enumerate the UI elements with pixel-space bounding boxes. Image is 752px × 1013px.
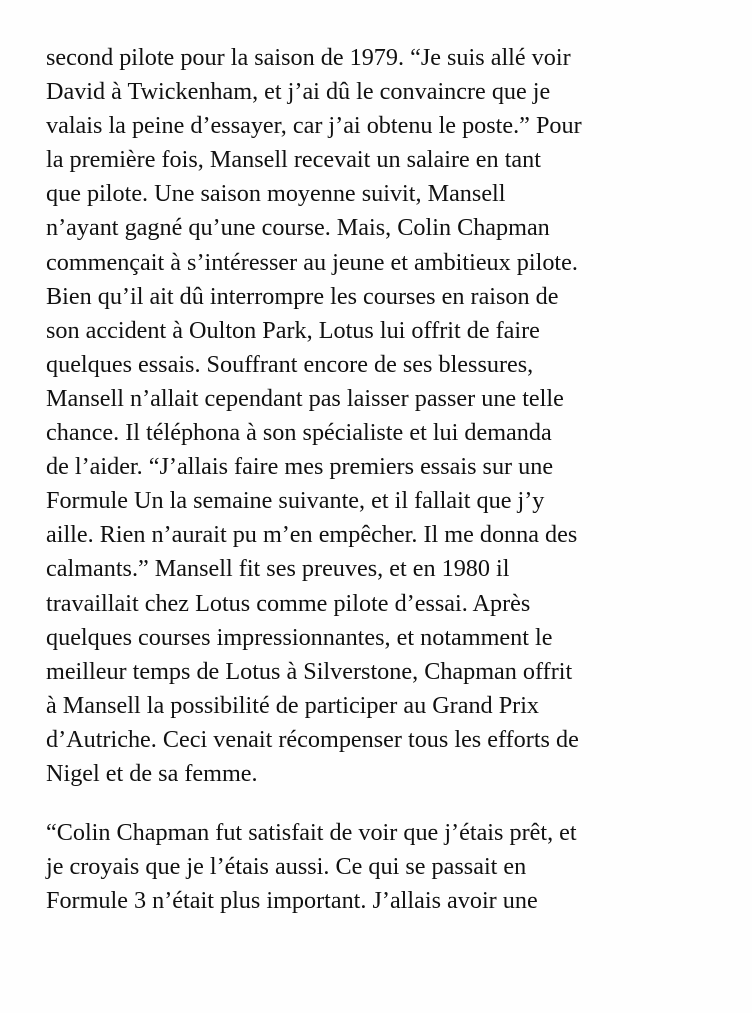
- paragraph-2: [46, 816, 726, 918]
- text-line: la première fois, Mansell recevait un salaire en tant: [46, 146, 541, 174]
- text-line: David à Twickenham, et j’ai dû le convaincre que je: [46, 78, 551, 106]
- paragraph-1: [46, 41, 726, 791]
- text-line: meilleur temps de Lotus à Silverstone, Chapman offrit: [46, 657, 573, 685]
- text-line: chance. Il téléphona à son spécialiste et lui demanda: [46, 419, 552, 447]
- text-line: calmants.” Mansell fit ses preuves, et en 1980 il: [46, 555, 510, 583]
- text-line: Nigel et de sa femme.: [46, 759, 258, 787]
- text-line: son accident à Oulton Park, Lotus lui offrit de faire: [46, 316, 540, 344]
- text-line: je croyais que je l’étais aussi. Ce qui se passait en: [46, 853, 527, 881]
- text-line: Bien qu’il ait dû interrompre les courses en raison de: [46, 282, 559, 310]
- text-line: second pilote pour la saison de 1979. “Je suis allé voir: [46, 44, 571, 71]
- text-line: travaillait chez Lotus comme pilote d’essai. Après: [46, 589, 531, 617]
- text-line: Formule 3 n’était plus important. J’allais avoir une: [46, 887, 538, 915]
- text-line: valais la peine d’essayer, car j’ai obtenu le poste.” Pour: [46, 112, 582, 140]
- text-line: n’ayant gagné qu’une course. Mais, Colin Chapman: [46, 214, 550, 242]
- text-line: Formule Un la semaine suivante, et il fallait que j’y: [46, 487, 545, 515]
- text-line: de l’aider. “J’allais faire mes premiers essais sur une: [46, 453, 554, 481]
- text-line: d’Autriche. Ceci venait récompenser tous les efforts de: [46, 725, 579, 753]
- text-line: “Colin Chapman fut satisfait de voir que j’étais prêt, et: [46, 819, 577, 846]
- text-line: Mansell n’allait cependant pas laisser passer une telle: [46, 384, 564, 412]
- text-line: quelques courses impressionnantes, et notamment le: [46, 623, 553, 651]
- text-line: que pilote. Une saison moyenne suivit, Mansell: [46, 180, 506, 208]
- text-line: commençait à s’intéresser au jeune et ambitieux pilote.: [46, 248, 578, 276]
- text-line: aille. Rien n’aurait pu m’en empêcher. Il me donna des: [46, 521, 578, 549]
- text-line: à Mansell la possibilité de participer au Grand Prix: [46, 691, 540, 719]
- text-line: quelques essais. Souffrant encore de ses blessures,: [46, 350, 534, 378]
